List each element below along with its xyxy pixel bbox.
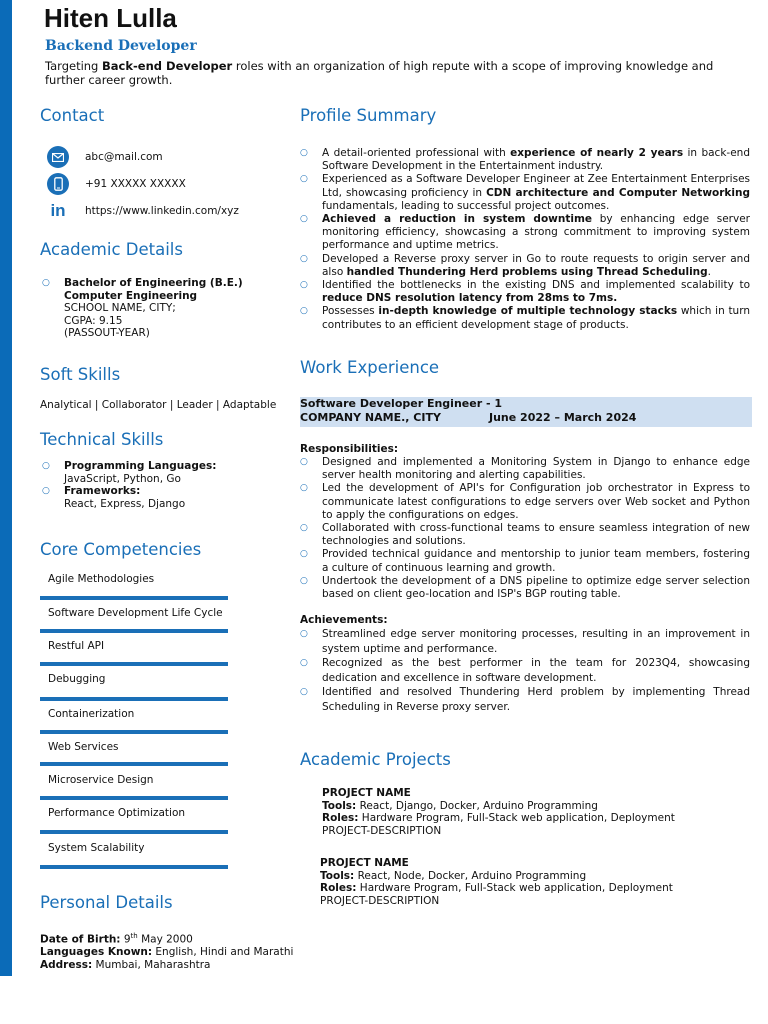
linkedin-icon: in (50, 201, 66, 220)
competency-item: Web Services (48, 741, 119, 753)
degree: Bachelor of Engineering (B.E.) (64, 277, 243, 289)
achievement-item: ○ Recognized as the best performer in the team for 2023Q4, showcasing dedication and excellence in software development. (300, 656, 750, 685)
profile-bullet: ○ Developed a Reverse proxy server in Go to route requests to origin server and also handled Thundering Herd problems using Thread Scheduling. (300, 253, 750, 279)
competency-divider (40, 865, 228, 869)
contact-phone-row (47, 173, 186, 195)
branch: Computer Engineering (64, 289, 198, 302)
project-description: PROJECT-DESCRIPTION (322, 824, 442, 837)
competency-item: Restful API (48, 640, 105, 652)
project-roles: Hardware Program, Full-Stack web application, Deployment (356, 882, 673, 894)
skill-frameworks: ○ Frameworks: React, Express, Django (40, 485, 280, 510)
job-position: Software Developer Engineer - 1 (300, 397, 503, 410)
competency-item: System Scalability (48, 842, 145, 854)
technical-skills-heading: Technical Skills (40, 430, 164, 449)
competency-item: Performance Optimization (48, 807, 186, 819)
soft-skills-text: Analytical | Collaborator | Leader | Adaptable (40, 399, 277, 411)
project-roles: Hardware Program, Full-Stack web application, Deployment (358, 812, 675, 824)
competency-divider (40, 662, 228, 666)
project-tools: React, Node, Docker, Arduino Programming (354, 869, 587, 882)
achievements-label: Achievements: (300, 614, 388, 627)
date-of-birth: Date of Birth: 9th May 2000 (40, 932, 193, 946)
responsibility-item: ○ Collaborated with cross-functional teams to ensure seamless integration of new technologies and solutions. (300, 522, 750, 548)
competency-item: Debugging (48, 673, 106, 685)
responsibility-item: ○ Provided technical guidance and mentorship to junior team members, fostering a culture of continuous learning and growth. (300, 548, 750, 574)
project-2: PROJECT NAME Tools: React, Node, Docker, Arduino Programming Roles: Hardware Program, Full-Stack web application, Deployment PROJECT-DESCRIPTION (320, 857, 673, 907)
project-name: PROJECT NAME (322, 787, 411, 799)
contact-heading: Contact (40, 106, 105, 125)
project-description: PROJECT-DESCRIPTION (320, 894, 440, 907)
responsibility-item: ○ Undertook the development of a DNS pipeline to optimize edge server selection based on client geo-location and ISP's BGP routing table. (300, 575, 750, 601)
achievement-item: ○ Identified and resolved Thundering Herd problem by implementing Thread Scheduling in Reverse proxy server. (300, 685, 750, 714)
achievements-list (300, 627, 750, 714)
contact-linkedin[interactable]: https://www.linkedin.com/xyz (85, 205, 239, 217)
academic-projects-heading: Academic Projects (300, 750, 451, 769)
cgpa: CGPA: 9.15 (64, 314, 123, 327)
competency-item: Software Development Life Cycle (48, 607, 223, 619)
career-objective: Targeting Back-end Developer roles with an organization of high repute with a scope of improving knowledge and further career growth. (45, 59, 714, 87)
contact-phone[interactable]: +91 XXXXX XXXXX (85, 178, 186, 190)
personal-details-heading: Personal Details (40, 893, 173, 912)
responsibilities-list (300, 456, 750, 601)
competency-item: Agile Methodologies (48, 573, 155, 585)
core-competencies-heading: Core Competencies (40, 540, 202, 559)
candidate-role: Backend Developer (45, 38, 197, 54)
email-icon (47, 146, 69, 168)
project-name: PROJECT NAME (320, 857, 409, 869)
languages-known: Languages Known: English, Hindi and Marathi (40, 946, 294, 958)
academic-heading: Academic Details (40, 240, 183, 259)
project-tools: React, Django, Docker, Arduino Programming (356, 799, 598, 812)
competency-item: Microservice Design (48, 774, 154, 786)
profile-bullet: ○ Experienced as a Software Developer Engineer at Zee Entertainment Enterprises Ltd, showcasing proficiency in CDN architecture and Computer Networking fundamentals, leading to successful project outcomes. (300, 173, 750, 213)
passout-year: (PASSOUT-YEAR) (64, 327, 150, 339)
candidate-name: Hiten Lulla (44, 3, 177, 33)
responsibility-item: ○ Led the development of API's for Configuration job orchestrator in Express to communicate latest configurations to edge servers over Web socket and Python to apply the configurations on edges. (300, 482, 750, 522)
job-company: COMPANY NAME., CITY (300, 411, 441, 424)
project-1: PROJECT NAME Tools: React, Django, Docker, Arduino Programming Roles: Hardware Program, Full-Stack web application, Deployment PROJECT-DESCRIPTION (322, 787, 675, 837)
job-header-band (300, 397, 752, 427)
achievement-item: ○ Streamlined edge server monitoring processes, resulting in an improvement in system uptime and performance. (300, 627, 750, 656)
profile-bullet: ○ Achieved a reduction in system downtime by enhancing edge server monitoring efficiency, showcasing a strong commitment to improving system performance and uptime metrics. (300, 213, 750, 253)
left-accent-stripe (0, 0, 12, 976)
academic-item (40, 277, 280, 340)
profile-summary-list (300, 147, 750, 332)
profile-summary-heading: Profile Summary (300, 106, 437, 125)
skill-languages: ○ Programming Languages: JavaScript, Python, Go (40, 460, 280, 485)
competency-divider (40, 830, 228, 834)
competency-divider (40, 730, 228, 734)
technical-skills-list (40, 460, 280, 510)
responsibilities-label: Responsibilities: (300, 443, 399, 455)
personal-details (40, 930, 300, 971)
responsibility-item: ○ Designed and implemented a Monitoring System in Django to enhance edge server health monitoring and alerting capabilities. (300, 456, 750, 482)
work-experience-heading: Work Experience (300, 358, 440, 377)
academic-list (40, 277, 280, 340)
contact-email[interactable]: abc@mail.com (85, 151, 163, 163)
competency-divider (40, 762, 228, 766)
competency-divider (40, 596, 228, 600)
competency-divider (40, 697, 228, 701)
contact-linkedin-row (47, 200, 239, 222)
phone-icon (47, 173, 69, 195)
job-dates: June 2022 – March 2024 (489, 411, 637, 424)
profile-bullet: ○ A detail-oriented professional with experience of nearly 2 years in back-end Software Development in the Entertainment industry. (300, 147, 750, 173)
competency-item: Containerization (48, 708, 135, 720)
job-details (300, 442, 750, 714)
profile-bullet: ○ Possesses in-depth knowledge of multiple technology stacks which in turn contributes to an efficient development stage of products. (300, 305, 750, 331)
competency-divider (40, 796, 228, 800)
profile-bullet: ○ Identified the bottlenecks in the existing DNS and implemented scalability to reduce DNS resolution latency from 28ms to 7ms. (300, 279, 750, 305)
soft-skills-heading: Soft Skills (40, 365, 121, 384)
address: Address: Mumbai, Maharashtra (40, 958, 211, 971)
school: SCHOOL NAME, CITY; (64, 302, 176, 314)
contact-email-row (47, 146, 163, 168)
competency-divider (40, 629, 228, 633)
